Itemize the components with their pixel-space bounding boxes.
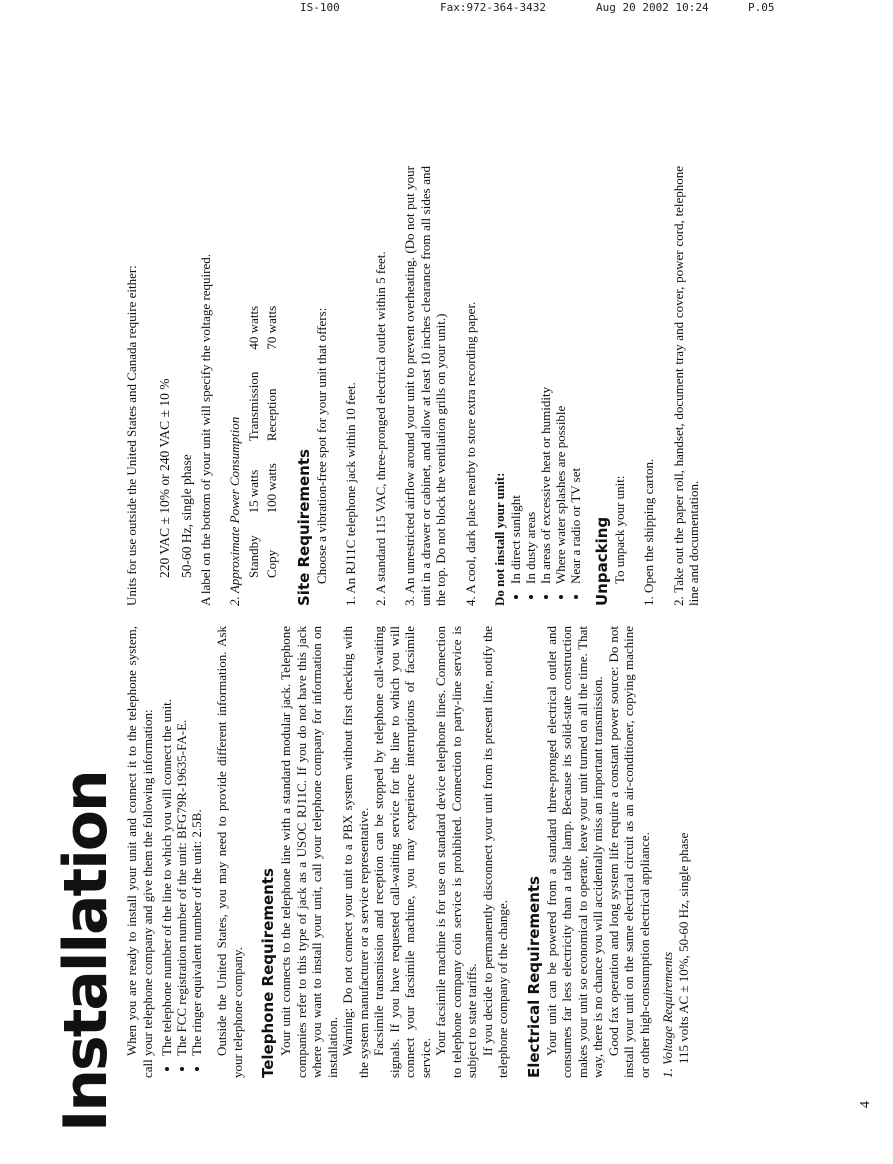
list-item: • In direct sunlight: [508, 166, 523, 584]
unpacking-step: 2. Take out the paper roll, handset, document tray and cover, power cord, telephone line and documentation.: [670, 166, 701, 606]
telephone-p1: Your unit connects to the telephone line with a standard modular jack. Telephone companies refer to this type of jack as a USOC RJ11C. If you do not have this jack where you want to install your unit, call your telephone company for information on installation.: [278, 626, 340, 1078]
intro-list-item: • The FCC registration number of the unit: BFG79R-19635-FA-E.: [174, 626, 189, 1056]
list-item: • In dusty areas: [523, 166, 538, 584]
site-requirement: 2. A standard 115 VAC, three-pronged electrical outlet within 5 feet.: [372, 251, 388, 606]
page-title: Installation: [51, 771, 121, 1132]
list-item: • In areas of excessive heat or humidity: [538, 166, 553, 584]
power-mode: Standby: [245, 535, 261, 578]
dont-install-list: [508, 166, 583, 606]
telephone-p3: Facsimile transmission and reception can be stopped by telephone call-waiting signals. If you have requested call-waiting service for the line to which you will connect your facsimile machine, you may experience interruptions of facsimile service.: [371, 626, 433, 1078]
page-number: 4: [858, 1101, 873, 1108]
site-requirement: 4. A cool, dark place nearby to store extra recording paper.: [462, 301, 478, 606]
unpacking-step: 1. Open the shipping carton.: [641, 458, 656, 606]
voltage-heading: 1. Voltage Requirements: [660, 951, 675, 1078]
table-row: [263, 284, 281, 578]
intro-list-item: • The telephone number of the line to which you will connect the unit.: [159, 626, 174, 1056]
power-value: 15 watts: [245, 469, 261, 514]
voltage-us: 115 volts AC ± 10%, 50-60 Hz, single phase: [675, 832, 691, 1064]
telephone-warning: Warning: Do not connect your unit to a PBX system without first checking with the system manufacturer or a service representative.: [340, 626, 371, 1078]
power-mode: Copy: [263, 549, 279, 578]
site-intro: Choose a vibration-free spot for your unit that offers:: [313, 307, 329, 584]
telephone-p4: Your facsimile machine is for use on standard device telephone lines. Connection to telephone company coin service is prohibited. Connection to party-line service is subject to state tariffs.: [433, 626, 479, 1078]
site-requirement: 3. An unrestricted airflow around your unit to prevent overheating. (Do not put your unit in a drawer or cabinet, and allow at least 10 inches clearance from all sides and the top. Do not block the ventilation grills on your unit.): [402, 166, 448, 606]
rotated-page: [50, 18, 890, 1148]
left-sub-column-a: [124, 626, 702, 1078]
intro-list-item: • The ringer equivalent number of the unit: 2.5B.: [189, 626, 204, 1056]
voltage-option: 50-60 Hz, single phase: [178, 454, 194, 578]
electrical-heading: Electrical Requirements: [524, 876, 543, 1078]
site-heading: Site Requirements: [294, 449, 313, 606]
intro-paragraph: When you are ready to install your unit and connect it to the telephone system, call your telephone company and give them the following information:: [124, 626, 155, 1078]
power-mode: Transmission: [245, 371, 261, 442]
power-value: 70 watts: [263, 305, 279, 350]
power-value: 100 watts: [263, 463, 279, 514]
fax-page: P.05: [748, 1, 775, 14]
fax-timestamp: Aug 20 2002 10:24: [596, 1, 709, 14]
power-value: 40 watts: [245, 305, 261, 350]
electrical-p2: Good fax operation and long system life require a constant power source: Do not install your unit on the same electrical circuit as an air-conditioner, copying machine or other high-consumption electrical appliance.: [605, 626, 652, 1078]
electrical-p1: Your unit can be powered from a standard three-pronged electrical outlet and consumes far less electricity than a table lamp. Because its solid-state construction makes your unit so economical to operate, leave your unit turned on all the time. That way, there is no chance you will accidentally miss an important transmission.: [543, 626, 605, 1078]
table-row: [245, 284, 263, 578]
units-outside-paragraph: Units for use outside the United States and Canada require either:: [124, 265, 139, 606]
list-item: • Near a radio or TV set: [568, 166, 583, 584]
telephone-p5: If you decide to permanently disconnect your unit from its present line, notify the telephone company of the change.: [479, 626, 510, 1078]
label-note: A label on the bottom of your unit will specify the voltage required.: [197, 253, 213, 606]
left-sub-column-b: [124, 166, 702, 606]
telephone-heading: Telephone Requirements: [259, 868, 277, 1078]
unpacking-heading: Unpacking: [592, 516, 611, 606]
power-heading: 2. Approximate Power Consumption: [227, 416, 242, 606]
left-column: [50, 138, 890, 1148]
power-mode: Reception: [263, 388, 279, 442]
outside-us-paragraph: Outside the United States, you may need to provide different information. Ask your telephone company.: [214, 626, 245, 1078]
intro-list: [159, 626, 204, 1078]
site-requirement: 1. An RJ11C telephone jack within 10 feet.: [343, 382, 358, 606]
left-text-flow: [124, 148, 702, 1078]
unpacking-intro: To unpack your unit:: [611, 475, 627, 584]
dont-install-intro: Do not install your unit:: [492, 472, 507, 606]
fax-id: IS-100: [300, 1, 340, 14]
power-table: [245, 284, 281, 578]
list-item: • Where water splashes are possible: [553, 166, 568, 584]
voltage-option: 220 VAC ± 10% or 240 VAC ± 10 %: [156, 378, 172, 578]
fax-number: Fax:972-364-3432: [440, 1, 546, 14]
fax-header: [0, 0, 893, 18]
